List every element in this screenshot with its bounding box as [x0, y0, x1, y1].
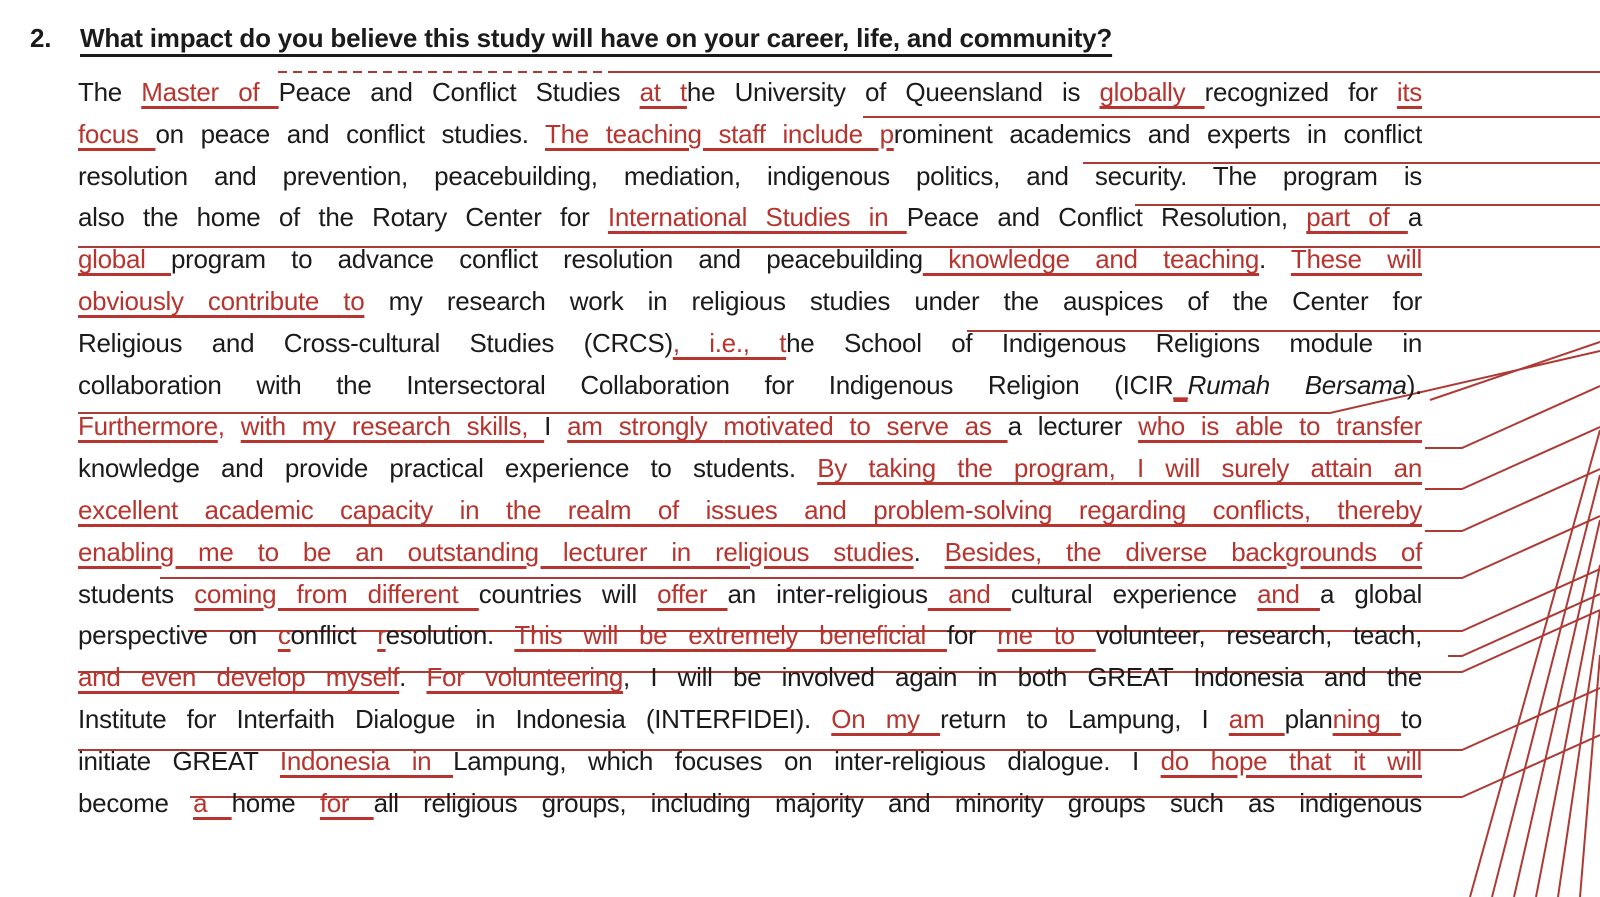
inserted-text-segment: Master of — [141, 77, 279, 107]
text-line-6 — [78, 281, 1422, 323]
inserted-text-segment: focus — [78, 118, 156, 149]
text-segment: initiate GREAT — [78, 745, 280, 776]
inserted-text-segment: enabling me to be an outstanding lecturer in religious studies — [78, 536, 914, 567]
inserted-text-segment: offer — [657, 578, 728, 609]
text-segment: resolution and prevention, peacebuilding, mediation, indigenous politics, and security. The program is — [78, 160, 1422, 191]
text-segment: become — [78, 787, 194, 818]
text-line-16 — [78, 699, 1422, 741]
text-line-13 — [78, 574, 1422, 616]
inserted-text-segment: excellent academic capacity in the realm of issues and problem-solving regarding conflicts, thereby — [78, 494, 1422, 525]
text-line-11 — [78, 490, 1422, 532]
inserted-text-segment: These will — [1290, 244, 1422, 275]
text-segment: rominent academics and experts in conflict — [893, 118, 1422, 149]
inserted-text-segment: diverse backgrounds of — [1125, 536, 1422, 567]
inserted-text-segment: For volunteering — [426, 662, 624, 693]
text-segment: countries will — [478, 578, 658, 609]
text-segment: , I will be involved again in both GREAT Indonesia and the — [623, 662, 1422, 693]
inserted-text-segment: On my — [831, 703, 941, 734]
inserted-text-segment: , i.e., t — [672, 327, 787, 358]
text-segment: a global — [1319, 578, 1423, 609]
inserted-text-segment: do hope that it will — [1160, 745, 1422, 776]
inserted-text-segment: International Studies in — [607, 202, 907, 233]
answer-paragraph — [78, 72, 1422, 824]
inserted-text-segment: _ — [1173, 369, 1188, 400]
comment-leader-line — [1425, 386, 1600, 448]
comment-leader-line — [1425, 469, 1600, 531]
inserted-text-segment: obviously contribute to — [78, 285, 365, 316]
inserted-text-segment: a — [193, 787, 232, 818]
text-line-14 — [78, 615, 1422, 657]
inserted-text-segment: and even develop myself — [78, 662, 400, 693]
text-segment: home — [231, 787, 320, 818]
question-heading — [30, 16, 1570, 60]
inserted-text-segment: globally — [1099, 77, 1205, 107]
question-number: 2. — [30, 23, 52, 53]
text-segment: Lampung, which focuses on inter-religious dialogue. I — [453, 745, 1161, 776]
text-segment: an inter-religious — [727, 578, 928, 609]
text-segment: all religious groups, including majority and minority groups such as indigenous — [373, 787, 1422, 818]
inserted-text-segment: the — [1066, 536, 1126, 567]
inserted-text-segment: By taking the program, I will surely attain an — [817, 453, 1422, 484]
text-line-12 — [78, 532, 1422, 574]
inserted-text-segment: and — [927, 578, 1011, 609]
text-line-7 — [78, 323, 1422, 365]
text-segment: plan — [1284, 703, 1333, 734]
comment-leader-line — [1430, 342, 1600, 400]
inserted-text-segment: Indonesia in — [279, 745, 454, 776]
text-line-2 — [78, 114, 1422, 156]
comment-leader-fan-line — [1492, 475, 1600, 897]
inserted-text-segment: This — [514, 620, 584, 651]
inserted-text-segment: am — [1228, 703, 1285, 734]
text-segment: Institute for Interfaith Dialogue in Indonesia (INTERFIDEI). — [78, 703, 832, 734]
text-segment: students — [78, 578, 195, 609]
text-segment: also the home of the Rotary Center for — [78, 202, 608, 233]
text-segment: . — [1259, 244, 1291, 275]
inserted-text-segment: at t — [639, 77, 687, 107]
text-line-17 — [78, 741, 1422, 783]
inserted-text-segment: me to — [997, 620, 1096, 651]
text-segment: ). — [1406, 369, 1422, 400]
text-segment: on peace and conflict studies. — [155, 118, 546, 149]
text-segment: Peace and Conflict Resolution, — [906, 202, 1307, 233]
text-segment: perspective on — [78, 620, 278, 651]
inserted-text-segment: motivated to serve as — [723, 411, 1008, 442]
text-line-15 — [78, 657, 1422, 699]
text-segment: volunteer, research, teach, — [1095, 620, 1423, 651]
text-segment: Religious and Cross-cultural Studies (CRCS) — [78, 327, 673, 358]
text-segment: to — [1400, 703, 1422, 734]
inserted-text-segment: r — [377, 620, 386, 651]
inserted-text-segment: ning — [1332, 703, 1401, 734]
comment-leader-fan-line — [1580, 655, 1600, 897]
text-segment: onflict — [290, 620, 378, 651]
text-line-1 — [78, 72, 1422, 114]
text-line-5 — [78, 239, 1422, 281]
text-segment: for — [946, 620, 998, 651]
inserted-text-segment: knowledge and teaching — [922, 244, 1260, 275]
text-segment: he School of Indigenous Religions module in — [786, 327, 1422, 358]
text-line-18 — [78, 783, 1422, 825]
inserted-text-segment: global — [78, 244, 172, 275]
comment-leader-fan-line — [1470, 430, 1600, 897]
inserted-text-segment: who is able to transfer — [1138, 411, 1422, 442]
inserted-text-segment: with my research skills, — [240, 411, 545, 442]
inserted-text-segment: am strongly — [567, 411, 724, 442]
text-segment: Rumah Bersama — [1187, 369, 1407, 400]
question-text: What impact do you believe this study will have on your career, life, and community? — [80, 23, 1113, 53]
inserted-text-segment: , — [217, 411, 241, 442]
text-segment: my research work in religious studies under the auspices of the Center for — [364, 285, 1423, 316]
text-segment: The — [78, 77, 142, 107]
comment-leader-line — [1425, 427, 1600, 489]
text-segment: return to Lampung, I — [940, 703, 1229, 734]
inserted-text-segment: Besides, — [944, 536, 1067, 567]
text-segment: . — [399, 662, 427, 693]
comment-leader-line — [1448, 594, 1600, 656]
text-line-4 — [78, 197, 1422, 239]
inserted-text-segment: coming from different — [194, 578, 479, 609]
text-segment: knowledge and provide practical experience to students. — [78, 453, 818, 484]
text-segment: collaboration with the Intersectoral Collaboration for Indigenous Religion (ICIR — [78, 369, 1174, 400]
comment-leader-fan-line — [1514, 520, 1600, 897]
text-segment: . — [913, 536, 945, 567]
inserted-text-segment: c — [277, 620, 291, 651]
inserted-text-segment: its — [1396, 77, 1423, 107]
text-line-3 — [78, 156, 1422, 198]
inserted-text-segment: part of — [1306, 202, 1408, 233]
inserted-text-segment: Furthermore — [78, 411, 218, 442]
inserted-text-segment: and — [1257, 578, 1320, 609]
text-segment: I — [544, 411, 568, 442]
text-line-9 — [78, 406, 1422, 448]
text-segment: recognized for — [1204, 77, 1397, 107]
inserted-text-segment: will be extremely beneficial — [583, 620, 947, 651]
text-line-8 — [78, 365, 1422, 407]
text-segment: esolution. — [385, 620, 515, 651]
comment-leader-fan-line — [1536, 565, 1600, 897]
inserted-text-segment: for — [319, 787, 374, 818]
text-segment: a lecturer — [1007, 411, 1139, 442]
inserted-text-segment: The teaching staff include p — [545, 118, 894, 149]
text-segment: program to advance conflict resolution and peacebuilding — [171, 244, 923, 275]
text-segment: a — [1407, 202, 1422, 233]
comment-leader-fan-line — [1558, 610, 1600, 897]
text-line-10 — [78, 448, 1422, 490]
text-segment: cultural experience — [1010, 578, 1258, 609]
text-segment: Peace and Conflict Studies — [278, 77, 640, 107]
text-segment: he University of Queensland is — [686, 77, 1100, 107]
